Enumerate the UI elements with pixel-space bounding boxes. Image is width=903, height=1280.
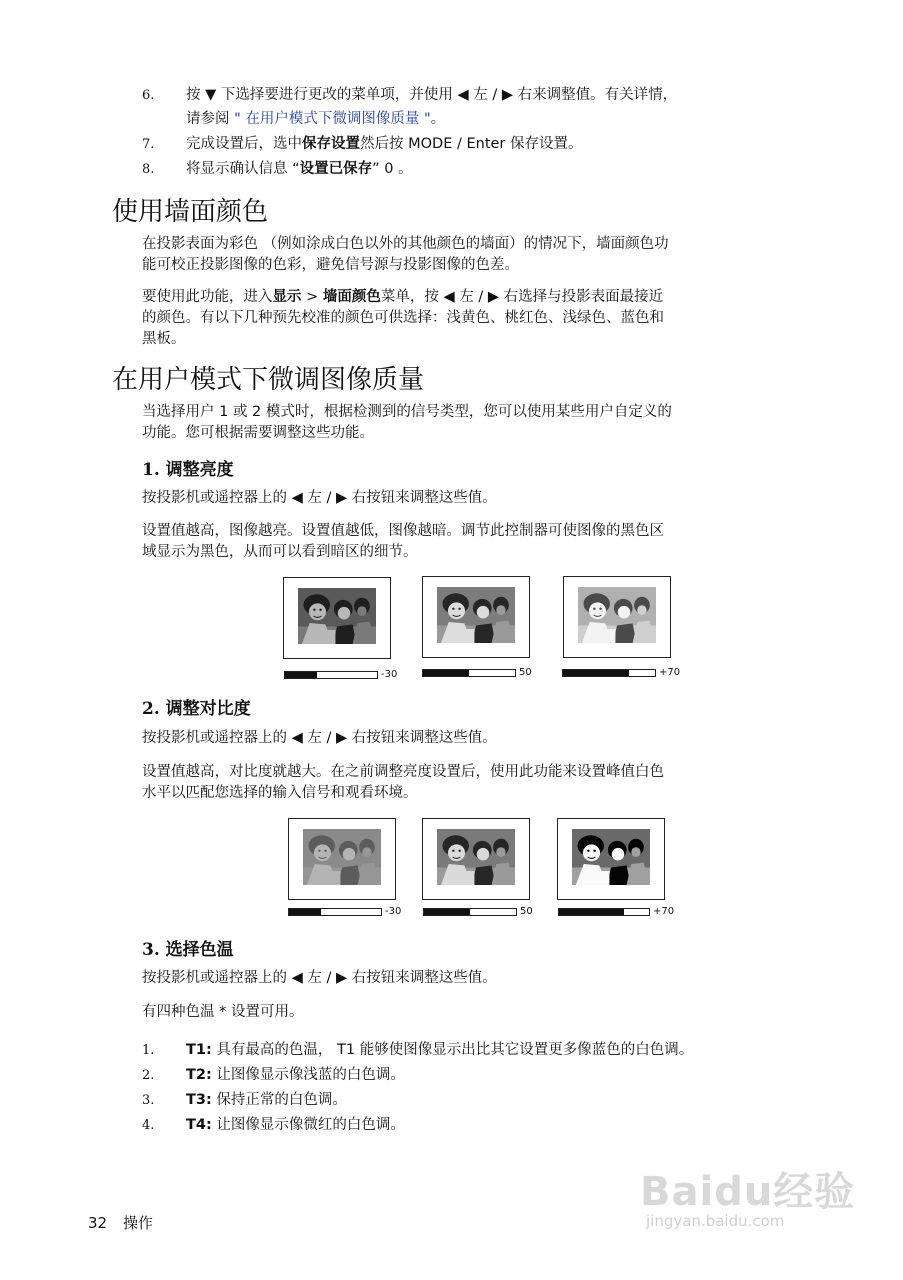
slider-fill: [559, 909, 624, 915]
heading-contrast: 2. 调整对比度: [142, 699, 251, 719]
level-slider: [558, 908, 650, 916]
level-slider: [422, 669, 516, 677]
step-text: 将显示确认信息 “设置已保存” 0 。: [186, 161, 413, 177]
sample-photo: [298, 588, 376, 644]
watermark-url: jingyan.baidu.com: [646, 1212, 785, 1230]
sample-photo: [572, 829, 650, 885]
sample-photo: [437, 587, 515, 643]
slider-fill: [563, 670, 629, 676]
brightness-instruction: 按投影机或遥控器上的 ◀ 左 / ▶ 右按钮来调整这些值。: [142, 490, 497, 506]
section-label: 操作: [123, 1214, 154, 1232]
level-slider: [284, 671, 378, 679]
wall-paragraph-2-line-2: 的颜色。有以下几种预先校准的颜色可供选择：浅黄色、桃红色、浅绿色、蓝色和: [142, 310, 664, 326]
step-7: [142, 132, 583, 157]
wall-paragraph-1-line-1: 在投影表面为彩色 （例如涂成白色以外的其他颜色的墙面）的情况下，墙面颜色功: [142, 236, 669, 252]
slider-fill: [423, 670, 469, 676]
watermark-logo: Baidu经验: [640, 1169, 856, 1215]
wall-paragraph-2-line-1: 要使用此功能，进入显示 > 墙面颜色菜单，按 ◀ 左 / ▶ 右选择与投影表面最接近: [142, 289, 664, 305]
baidu-watermark: [640, 1160, 860, 1240]
colortemp-availability: 有四种色温 * 设置可用。: [142, 1004, 304, 1020]
user-mode-intro-line-2: 功能。您可根据需要调整这些功能。: [142, 425, 374, 441]
sample-image-frame: [288, 818, 396, 900]
contrast-desc-line-2: 水平以匹配您选择的输入信号和观看环境。: [142, 785, 418, 801]
sample-photo: [437, 829, 515, 885]
sample-image-frame: [283, 577, 391, 659]
heading-color-temperature: 3. 选择色温: [142, 940, 234, 960]
slider-value-label: 50: [520, 906, 533, 917]
sample-photo: [303, 829, 381, 885]
contrast-desc-line-1: 设置值越高，对比度就越大。在之前调整亮度设置后，使用此功能来设置峰值白色: [142, 764, 664, 780]
colortemp-item-t3: 3. T3: 保持正常的白色调。: [142, 1092, 347, 1108]
slider-value-label: 50: [519, 667, 532, 678]
slider-fill: [289, 909, 321, 915]
level-slider: [288, 908, 382, 916]
colortemp-item-t1: 1. T1: 具有最高的色温， T1 能够使图像显示出比其它设置更多像蓝色的白色调。: [142, 1042, 694, 1058]
wall-paragraph-2-line-3: 黑板。: [142, 331, 186, 347]
sample-image-frame: [563, 576, 671, 658]
slider-value-label: +70: [659, 667, 681, 678]
step-8: [142, 157, 413, 182]
sample-image-frame: [557, 818, 665, 900]
step-text-line2: 请参阅 " 在用户模式下微调图像质量 "。: [186, 111, 446, 127]
section-title-user-mode: 在用户模式下微调图像质量: [112, 365, 425, 395]
brightness-desc-line-1: 设置值越高，图像越亮。设置值越低，图像越暗。调节此控制器可使图像的黑色区: [142, 523, 664, 539]
contrast-instruction: 按投影机或遥控器上的 ◀ 左 / ▶ 右按钮来调整这些值。: [142, 730, 497, 746]
slider-fill: [424, 909, 470, 915]
step-number: 6.: [142, 88, 155, 103]
level-slider: [562, 669, 656, 677]
step-text: 按 ▼ 下选择要进行更改的菜单项，并使用 ◀ 左 / ▶ 右来调整值。有关详情，: [186, 87, 678, 103]
heading-brightness: 1. 调整亮度: [142, 460, 234, 480]
slider-value-label: -30: [385, 906, 402, 917]
step-number: 8.: [142, 162, 155, 177]
page-number: 32: [88, 1214, 108, 1232]
sample-photo: [578, 587, 656, 643]
wall-paragraph-1-line-2: 能可校正投影图像的色彩，避免信号源与投影图像的色差。: [142, 257, 519, 273]
colortemp-item-t4: 4. T4: 让图像显示像微红的白色调。: [142, 1117, 405, 1133]
sample-image-frame: [422, 576, 530, 658]
slider-value-label: +70: [653, 906, 675, 917]
slider-value-label: -30: [381, 669, 398, 680]
step-6: [142, 83, 678, 127]
sample-image-frame: [422, 818, 530, 900]
level-slider: [423, 908, 517, 916]
slider-fill: [285, 672, 317, 678]
step-text: 完成设置后，选中保存设置然后按 MODE / Enter 保存设置。: [186, 136, 583, 152]
section-title-wall-color: 使用墙面颜色: [112, 197, 269, 227]
colortemp-item-t2: 2. T2: 让图像显示像浅蓝的白色调。: [142, 1067, 405, 1083]
cross-reference-link[interactable]: " 在用户模式下微调图像质量 ": [234, 111, 431, 127]
step-number: 7.: [142, 137, 155, 152]
user-mode-intro-line-1: 当选择用户 1 或 2 模式时，根据检测到的信号类型，您可以使用某些用户自定义的: [142, 404, 672, 420]
colortemp-instruction: 按投影机或遥控器上的 ◀ 左 / ▶ 右按钮来调整这些值。: [142, 970, 497, 986]
brightness-desc-line-2: 域显示为黑色，从而可以看到暗区的细节。: [142, 544, 418, 560]
